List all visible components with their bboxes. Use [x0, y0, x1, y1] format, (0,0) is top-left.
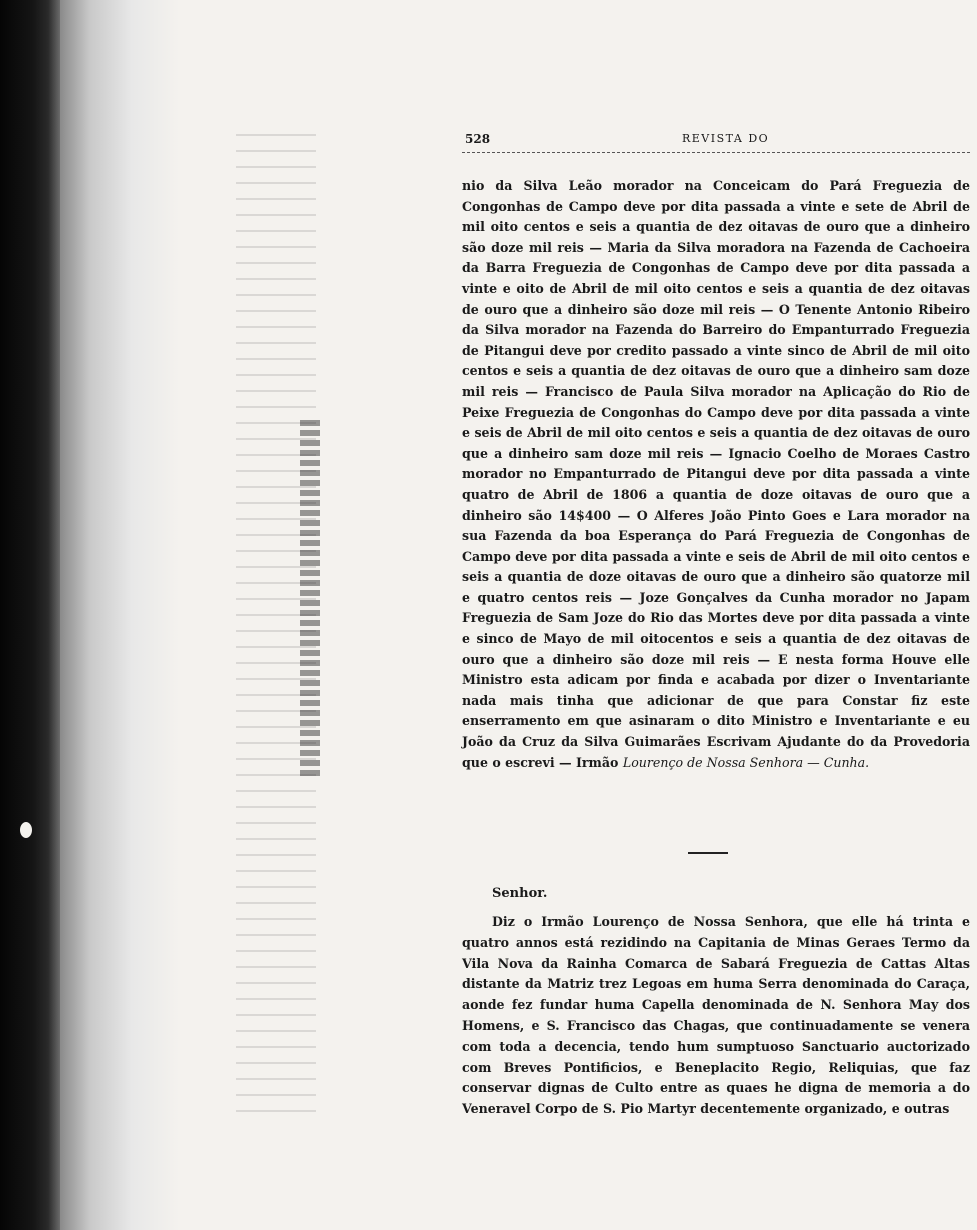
petition-paragraph: Diz o Irmão Lourenço de Nossa Senhora, que elle há trinta e quatro annos está rezidindo na Capitania de Minas Geraes Termo da Vila Nova da Rainha Comarca de Sabará Freguezia de Cattas Altas distante da Matriz trez Legoas em huma Serra denominada do Caraça, aonde fez fundar huma Capella denominada de N. Senhora May dos Homens, e S. Francisco das Chagas, que continuadamente se venera com toda a decencia, tendo hum sumptuoso Sanctuario auctorizado com Breves Pontificios, e Beneplacito Regio, Reliquias, que faz conservar dignas de Culto entre as quaes he digna de memoria a do Veneravel Corpo de S. Pio Martyr decentemente organizado, e outras — [462, 914, 970, 1117]
book-spine-shadow — [0, 0, 60, 1230]
binding-hole — [20, 822, 32, 838]
facing-page-bleed-dark — [300, 420, 320, 780]
header-rule — [462, 152, 970, 153]
running-head: REVISTA DO — [682, 132, 770, 145]
page-gutter — [60, 0, 180, 1230]
page-number: 528 — [465, 132, 491, 146]
document-page — [462, 124, 970, 1117]
salutation: Senhor. — [492, 886, 548, 901]
page-header — [462, 124, 970, 152]
inventory-paragraph — [462, 152, 970, 773]
inventory-text: nio da Silva Leão morador na Conceicam do Pará Freguezia de Congonhas de Campo deve por dita passada a vinte e sete de Abril de mil oito centos e seis a quantia de dez oitavas de ouro que a dinheiro são doze mil reis — Maria da Silva moradora na Fazenda de Cachoeira da Barra Freguezia de Congonhas de Campo deve por dita passada a vinte e oito de Abril de mil oito centos e seis a quantia de dez oitavas de ouro que a dinheiro são doze mil reis — O Tenente Antonio Ribeiro da Silva morador na Fazenda do Barreiro do Empanturrado Freguezia de Pitangui deve por credito passado a vinte sinco de Abril de mil oito centos e seis a quantia de dez oitavas de ouro que a dinheiro sam doze mil reis — Francisco de Paula Silva morador na Aplicação do Rio de Peixe Freguezia de Congonhas do Campo deve por dita passada a vinte e seis de Abril de mil oito centos e seis a quantia de dez oitavas de ouro que a dinheiro sam doze mil reis — Ignacio Coelho de Moraes Castro morador no Empanturrado de Pitangui deve por dita passada a vinte quatro de Abril de 1806 a quantia de doze oitavas de ouro que a dinheiro são 14$400 — O Alferes João Pinto Goes e Lara morador na sua Fazenda da boa Esperança do Pará Freguezia de Congonhas de Campo deve por dita passada a vinte e seis de Abril de mil oito centos e seis a quantia de doze oitavas de ouro que a dinheiro são quatorze mil e quatro centos reis — Joze Gonçalves da Cunha morador no Japam Freguezia de Sam Joze do Rio das Mortes deve por dita passada a vinte e sinco de Mayo de mil oitocentos e seis a quantia de dez oitavas de ouro que a dinheiro são doze mil reis — E nesta forma Houve elle Ministro esta adicam por finda e acabada por dizer o Inventariante nada mais tinha que adicionar de que para Constar fiz este enserramento em que asinaram o dito Ministro e Inventariante e eu João da Cruz da Silva Guimarães Escrivam Ajudante do da Provedoria que o escrevi — Irmão — [462, 178, 970, 770]
section-divider — [688, 852, 728, 854]
signatures: Lourenço de Nossa Senhora — Cunha. — [622, 754, 870, 770]
